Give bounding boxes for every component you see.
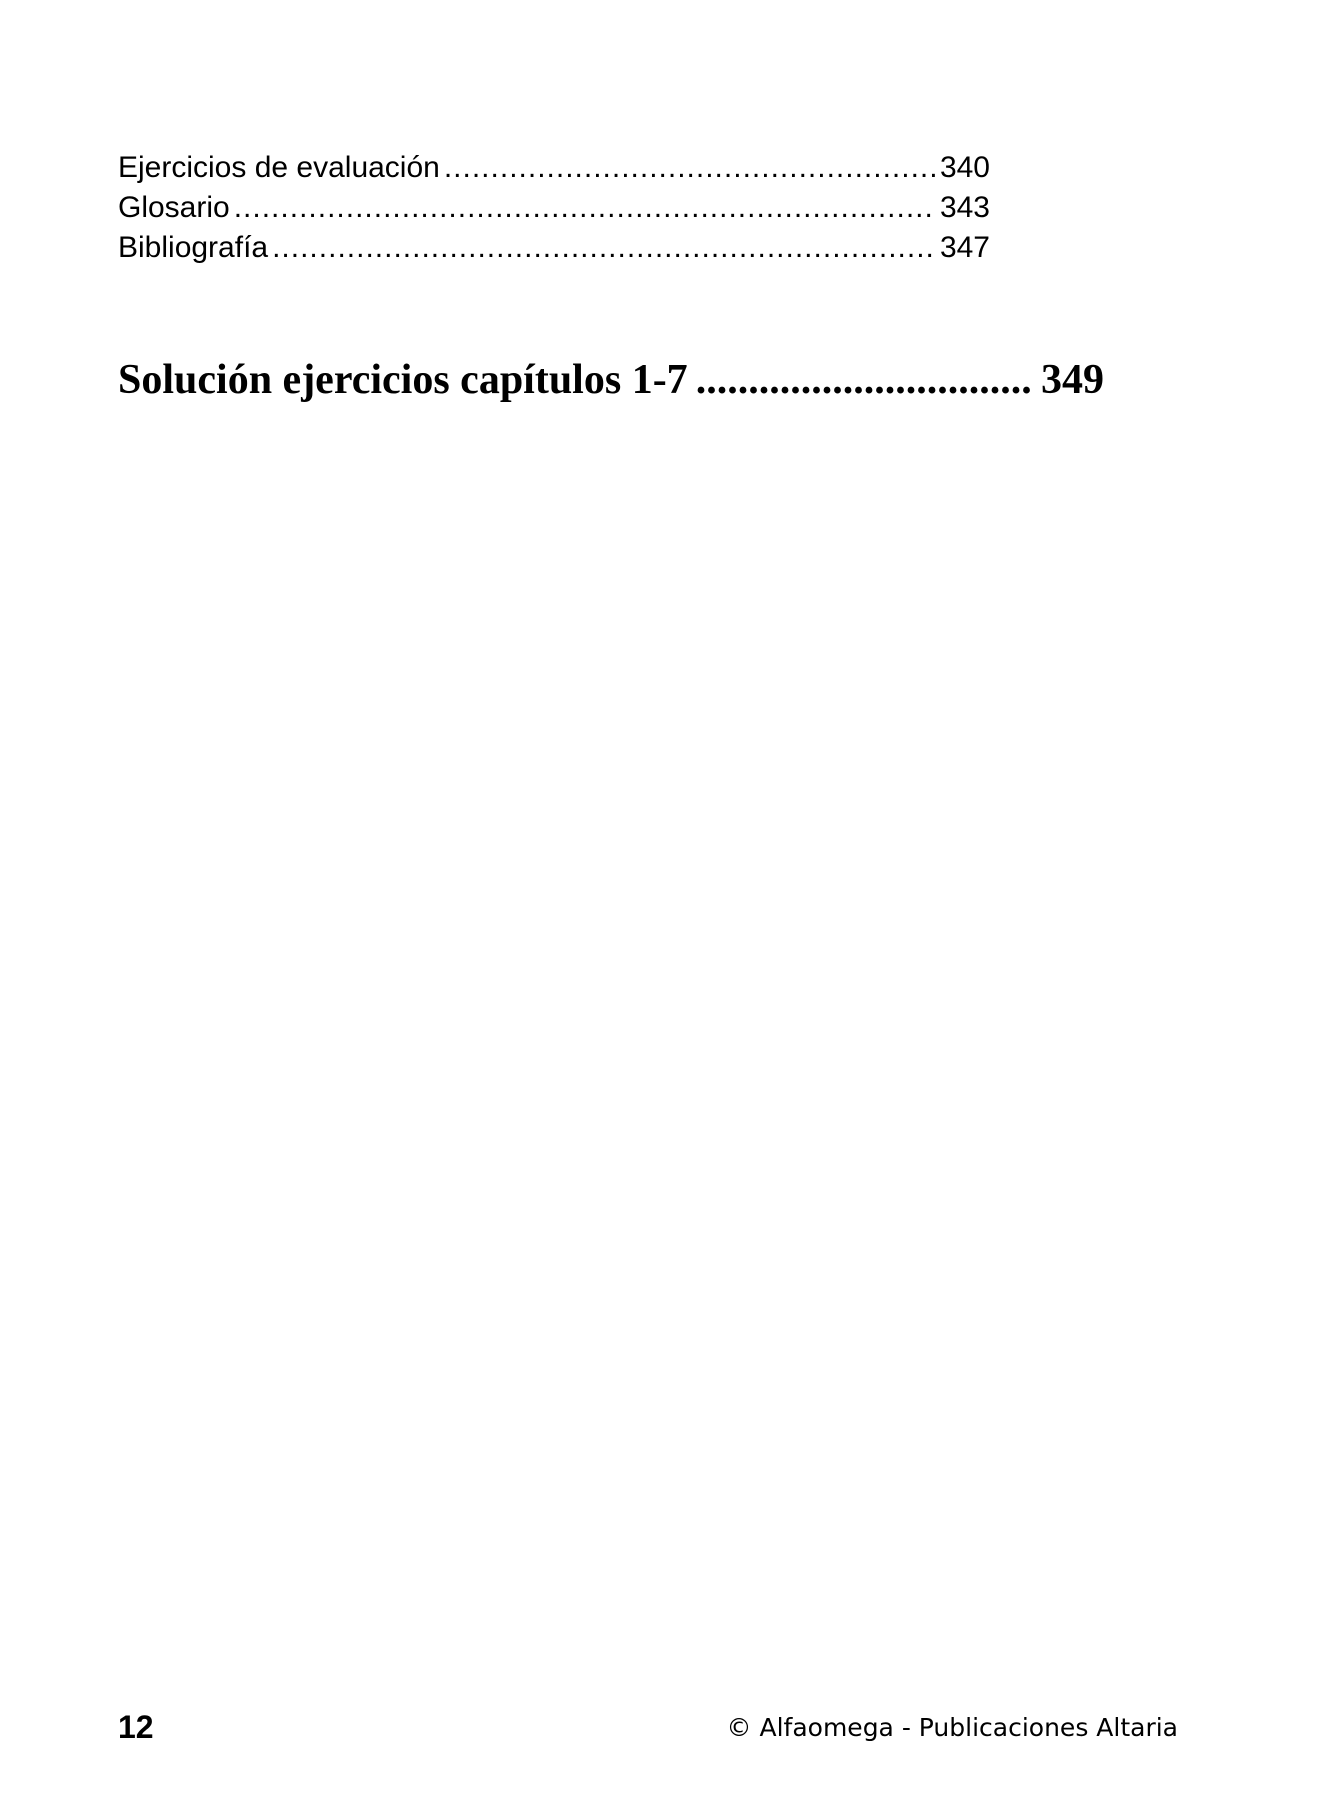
toc-entry[interactable] [118,228,990,268]
toc-entries [118,148,990,268]
toc-entry-label: Ejercicios de evaluación [118,151,440,184]
toc-entry-page: 340 [939,151,990,184]
toc-chapter-entry[interactable] [118,352,1104,408]
page-number: 12 [118,1708,154,1745]
toc-chapter-page: 349 [1041,357,1104,403]
dot-leader [444,148,936,188]
dot-leader [696,352,1033,408]
toc-entry-page: 343 [939,191,990,224]
page-footer [118,1705,1178,1749]
toc-chapter-label: Solución ejercicios capítulos 1-7 [118,357,688,403]
toc-entry-label: Glosario [118,191,230,224]
toc-entry[interactable] [118,148,990,188]
toc-entry[interactable] [118,188,990,228]
toc-entry-label: Bibliografía [118,231,269,264]
dot-leader [272,228,936,268]
toc-entry-page: 347 [939,231,990,264]
copyright-notice: © Alfaomega - Publicaciones Altaria [726,1712,1178,1742]
dot-leader [234,188,936,228]
